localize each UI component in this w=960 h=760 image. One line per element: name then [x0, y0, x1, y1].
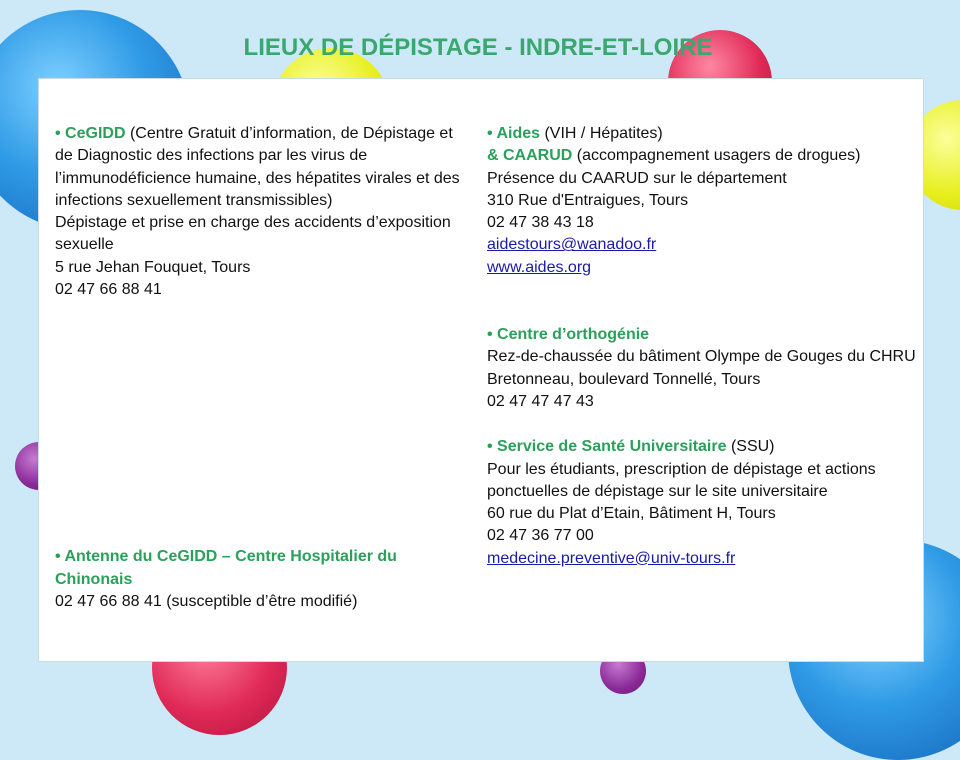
- caarud-heading: [487, 145, 917, 167]
- ssu-heading: [487, 436, 917, 458]
- ssu-abbreviation: (SSU): [726, 438, 775, 456]
- cegidd-address: 5 rue Jehan Fouquet, Tours: [55, 258, 251, 276]
- orthogenie-name: • Centre d’orthogénie: [487, 326, 650, 344]
- antenne-name: • Antenne du CeGIDD – Centre Hospitalier du Chinonais: [55, 548, 397, 588]
- right-column: [487, 123, 917, 570]
- aides-website-link[interactable]: www.aides.org: [487, 258, 592, 276]
- ssu-description: Pour les étudiants, prescription de dépistage et actions ponctuelles de dépistage sur le site universitaire: [487, 460, 876, 500]
- cegidd-description: (Centre Gratuit d’information, de Dépistage et de Diagnostic des infections par les virus de l’immunodéficience humaine, des hépatites virales et des infections sexuellement transmissibles): [55, 125, 460, 209]
- ssu-address: 60 rue du Plat d’Etain, Bâtiment H, Tours: [487, 505, 776, 523]
- aides-description: (VIH / Hépatites): [540, 125, 663, 142]
- caarud-description: (accompagnement usagers de drogues): [572, 147, 861, 165]
- ssu-entry: [487, 436, 917, 570]
- ssu-email-link[interactable]: medecine.preventive@univ-tours.fr: [487, 549, 736, 567]
- antenne-entry: [55, 546, 471, 613]
- ssu-name: • Service de Santé Universitaire: [487, 438, 727, 456]
- cegidd-entry: [55, 123, 471, 301]
- caarud-presence: Présence du CAARUD sur le département: [487, 169, 787, 187]
- aides-name: • Aides: [487, 125, 541, 142]
- content-panel: [38, 78, 924, 662]
- cegidd-care: Dépistage et prise en charge des accidents d’exposition sexuelle: [55, 214, 451, 254]
- aides-email-link[interactable]: aidestours@wanadoo.fr: [487, 236, 657, 254]
- cegidd-phone: 02 47 66 88 41: [55, 281, 162, 299]
- cegidd-heading: [55, 123, 471, 212]
- page-title: LIEUX DE DÉPISTAGE - INDRE-ET-LOIRE: [243, 34, 713, 61]
- orthogenie-location: Rez-de-chaussée du bâtiment Olympe de Gouges du CHRU Bretonneau, boulevard Tonnellé, Tours: [487, 348, 916, 388]
- ssu-phone: 02 47 36 77 00: [487, 527, 594, 545]
- cegidd-name: • CeGIDD: [55, 125, 126, 142]
- aides-heading: [487, 123, 917, 145]
- aides-address: 310 Rue d'Entraigues, Tours: [487, 191, 689, 209]
- aides-entry: [487, 123, 917, 279]
- orthogenie-phone: 02 47 47 47 43: [487, 392, 594, 410]
- left-column: [55, 123, 471, 613]
- orthogenie-entry: [487, 324, 917, 413]
- aides-phone: 02 47 38 43 18: [487, 214, 594, 232]
- antenne-phone: 02 47 66 88 41 (susceptible d’être modifié): [55, 592, 358, 610]
- caarud-name: & CAARUD: [487, 147, 573, 165]
